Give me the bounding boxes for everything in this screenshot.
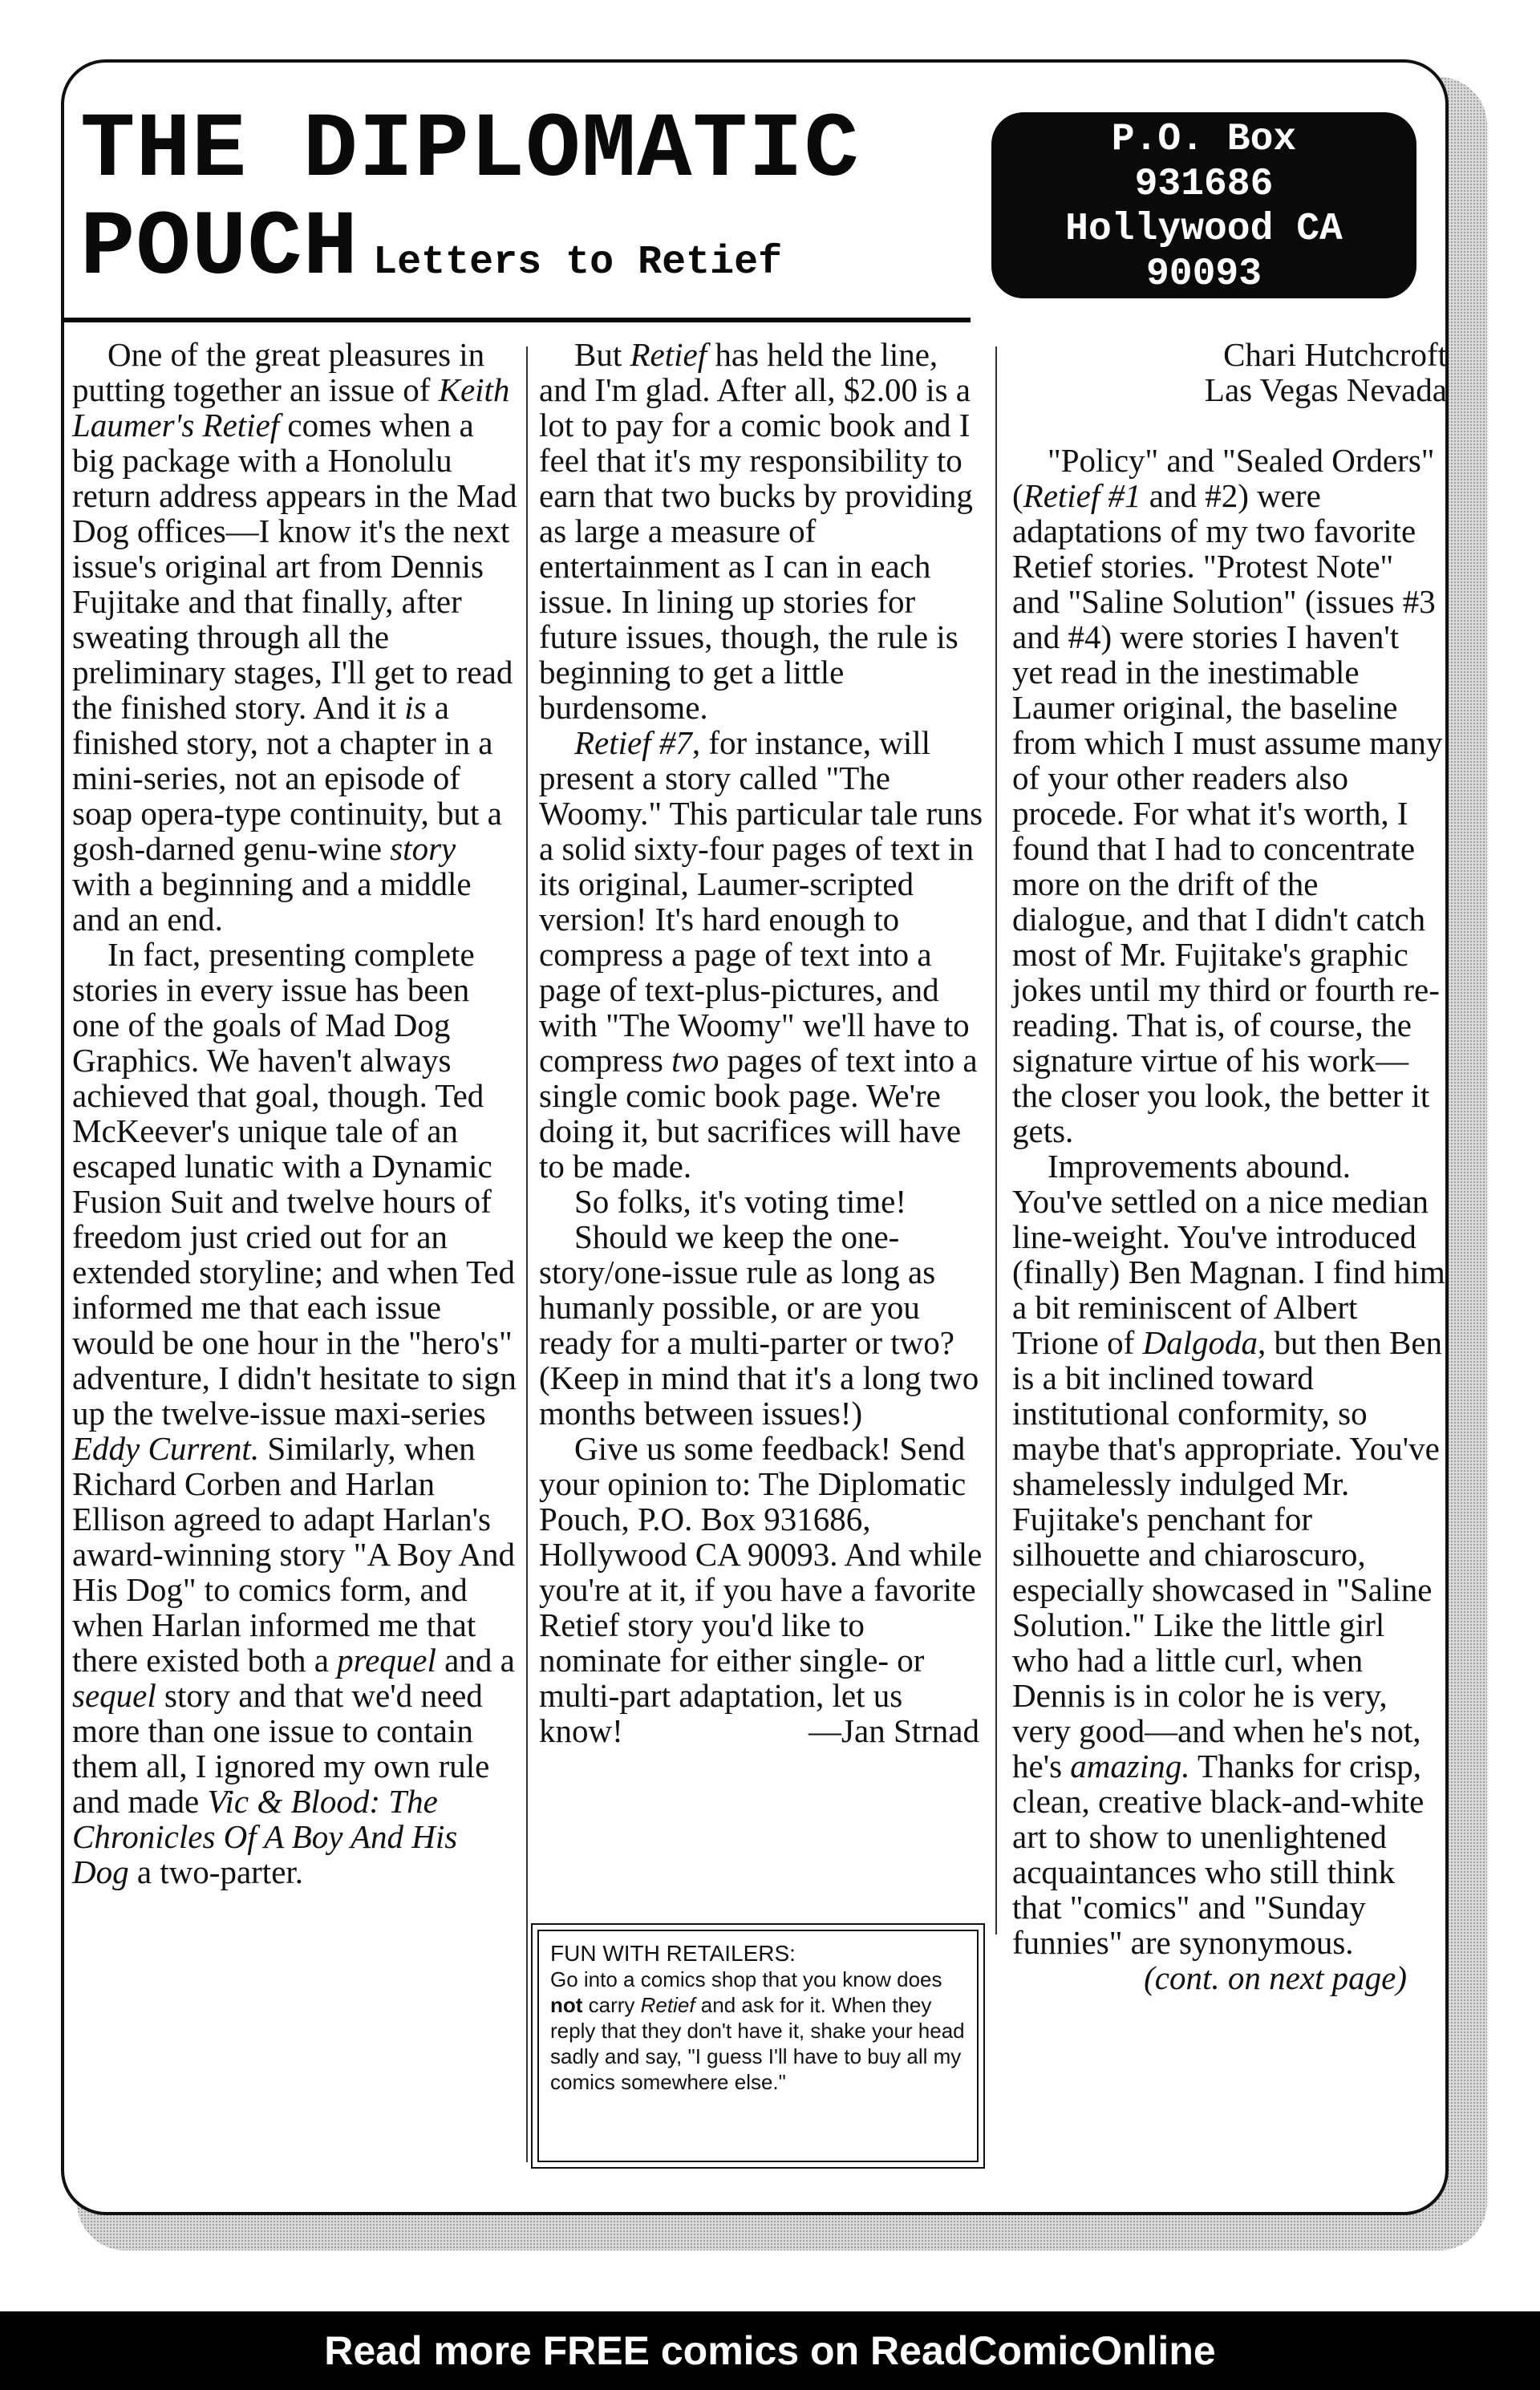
continued-note: (cont. on next page) <box>1144 1959 1407 1996</box>
retailers-callout-box <box>531 1923 985 2169</box>
letter-writer-location: Las Vegas Nevada <box>1204 371 1447 408</box>
address-line-3: Hollywood CA <box>1065 208 1343 251</box>
col2-paragraph-5 <box>539 1431 984 1713</box>
col3-p2-amazing: amazing. <box>1070 1748 1190 1784</box>
col1-p1-text-a: One of the great pleasures in putting together an issue of <box>72 336 485 408</box>
col2-paragraph-1 <box>539 337 984 725</box>
col2-p1-text-a: But <box>574 336 630 373</box>
column-2 <box>539 337 984 1748</box>
col3-p2-text-c: Thanks for crisp, clean, creative black-and-white art to show to unenlightened acquaintances who still think that "comics" and "Sunday funnies" are synonymous. <box>1012 1748 1424 1961</box>
address-line-2: 931686 <box>1134 163 1274 206</box>
col1-p1-text-d: with a beginning and a middle and an end. <box>72 865 472 938</box>
retailers-text-b: carry <box>582 1993 641 2017</box>
col3-p2-dalgoda: Dalgoda <box>1142 1324 1258 1361</box>
col2-p5-end: know! <box>539 1712 623 1749</box>
letter-writer-name: Chari Hutchcroft <box>1223 336 1447 373</box>
col1-p2-eddy: Eddy Current. <box>72 1430 260 1467</box>
col2-paragraph-4: Should we keep the one-story/one-issue rule as long as humanly possible, or are you ready for a multi-parter or two? (Keep in mind that it's a long two months between issues!) <box>539 1218 979 1432</box>
col1-p2-text-e: a two-parter. <box>128 1853 304 1890</box>
col1-p1-title: Keith Laumer's Retief <box>72 371 510 444</box>
col3-p2-text-a: Improvements abound. You've settled on a nice median line-weight. You've introduced (finally) Ben Magnan. I find him a bit reminiscent of Albert Trione of <box>1012 1148 1445 1361</box>
col2-p2-text-a: , for instance, will present a story called "The Woomy." This particular tale runs a solid sixty-four pages of text in its original, Laumer-scripted version! It's hard enough to compress a page of text into a page of text-plus-pictures, and with "The Woomy" we'll have to compress <box>539 724 983 1079</box>
col1-paragraph-1 <box>72 337 521 937</box>
col2-p2-two: two <box>671 1042 719 1079</box>
address-box <box>991 112 1416 298</box>
promo-banner[interactable]: Read more FREE comics on ReadComicOnline <box>0 2311 1540 2390</box>
title-line-2-row <box>80 197 860 312</box>
col1-paragraph-2 <box>72 937 521 1890</box>
col1-p2-text-b: Similarly, when Richard Corben and Harlan Ellison agreed to adapt Harlan's award-winning story "A Boy And His Dog" to comics form, and when Harlan informed me that there existed both a <box>72 1430 515 1679</box>
col1-p1-story: story <box>390 830 456 867</box>
column-divider-2 <box>995 346 997 1934</box>
col1-p2-vic: Vic & Blood: The Chronicles Of A Boy And His Dog <box>72 1783 458 1890</box>
title-line-1: THE DIPLOMATIC <box>80 99 860 203</box>
col2-p1-retief: Retief <box>630 336 707 373</box>
col3-paragraph-2 <box>1012 1148 1447 1960</box>
col1-p1-text-b: comes when a big package with a Honolulu return address appears in the Mad Dog offices—I know it's the next issue's original art from Dennis Fujitake and that finally, after sweating through all the preliminary stages, I'll get to read the finished story. And it <box>72 407 517 726</box>
col1-p2-text-a: In fact, presenting complete stories in every issue has been one of the goals of Mad Dog Graphics. We haven't always achieved that goal, though. Ted McKeever's unique tale of an escaped lunatic with a Dynamic Fusion Suit and twelve hours of freedom just cried out for an extended storyline; and when Ted informed me that each issue would be one hour in the "hero's" adventure, I didn't hesitate to sign up the twelve-issue maxi-series <box>72 936 517 1432</box>
col3-p2-text-b: , but then Ben is a bit inclined toward institutional conformity, so maybe that's appropriate. You've shamelessly indulged Mr. Fujitake's penchant for silhouette and chiaroscuro, especially showcased in "Saline Solution." Like the little girl who had a little curl, when Dennis is in color he is very, very good—and when he's not, he's <box>1012 1324 1443 1784</box>
address-line-1: P.O. Box <box>1111 118 1297 161</box>
col2-paragraph-3: So folks, it's voting time! <box>574 1183 906 1220</box>
column-3 <box>1012 337 1447 1995</box>
col2-p2-retief7: Retief #7 <box>574 724 692 761</box>
col3-p1-text-a: "Policy" and "Sealed Orders" ( <box>1012 442 1435 514</box>
retailers-text-c: and ask for it. When they reply that they don't have it, shake your head sadly and say, "I guess I'll have to buy all my comics somewhere else." <box>550 1993 965 2094</box>
col3-p1-text-b: and #2) were adaptations of my two favorite Retief stories. "Protest Note" and "Saline Solution" (issues #3 and #4) were stories I haven't yet read in the inestimable Laumer original, the baseline from which I must assume many of your other readers also procede. For what it's worth, I found that I had to concentrate more on the drift of the dialogue, and that I didn't catch most of Mr. Fujitake's graphic jokes until my third or fourth re-reading. That is, of course, the signature virtue of his work—the closer you look, the better it gets. <box>1012 477 1443 1149</box>
column-1 <box>72 337 521 1890</box>
masthead-subtitle: Letters to Retief <box>373 240 783 286</box>
col1-p1-is: is <box>404 689 427 726</box>
masthead-rule <box>63 318 971 322</box>
retailers-heading: FUN WITH RETAILERS: <box>550 1941 796 1966</box>
editor-signature: —Jan Strnad <box>808 1712 979 1749</box>
retailers-text-retief: Retief <box>640 1993 695 2017</box>
col2-p5-text: Give us some feedback! Send your opinion to: The Diplomatic Pouch, P.O. Box 931686, Hollywood CA 90093. And while you're at it, if you have a favorite Retief story you'd like to nominate for either single- or multi-part adaptation, let us <box>539 1430 983 1714</box>
col2-p1-text-b: has held the line, and I'm glad. After all, $2.00 is a lot to pay for a comic book and I feel that it's my responsibility to earn that two bucks by providing as large a measure of entertainment as I can in each issue. In lining up stories for future issues, though, the rule is beginning to get a little burdensome. <box>539 336 973 726</box>
retailers-callout-inner <box>537 1930 979 2162</box>
masthead-title <box>80 99 860 312</box>
address-line-4: 90093 <box>1145 253 1262 296</box>
col2-signature-row <box>539 1713 984 1748</box>
col2-p2-text-b: pages of text into a single comic book page. We're doing it, but sacrifices will have to be made. <box>539 1042 978 1185</box>
title-line-2: POUCH <box>80 197 359 301</box>
retailers-text-a: Go into a comics shop that you know does <box>550 1967 942 1991</box>
column-divider-1 <box>526 346 528 2162</box>
col2-paragraph-2 <box>539 725 984 1184</box>
col1-p1-text-c: a finished story, not a chapter in a mini-series, not an episode of soap opera-type continuity, but a gosh-darned genu-wine <box>72 689 502 867</box>
retailers-text <box>550 1967 969 2095</box>
col1-p2-sequel: sequel <box>72 1677 156 1714</box>
col1-p2-text-d: story and that we'd need more than one issue to contain them all, I ignored my own rule and made <box>72 1677 490 1820</box>
col1-p2-prequel: prequel <box>337 1642 436 1679</box>
col1-p2-text-c: and a <box>436 1642 515 1679</box>
col3-paragraph-1 <box>1012 443 1447 1148</box>
retailers-text-not: not <box>550 1993 583 2017</box>
col3-p1-retief1: Retief #1 <box>1023 477 1141 514</box>
